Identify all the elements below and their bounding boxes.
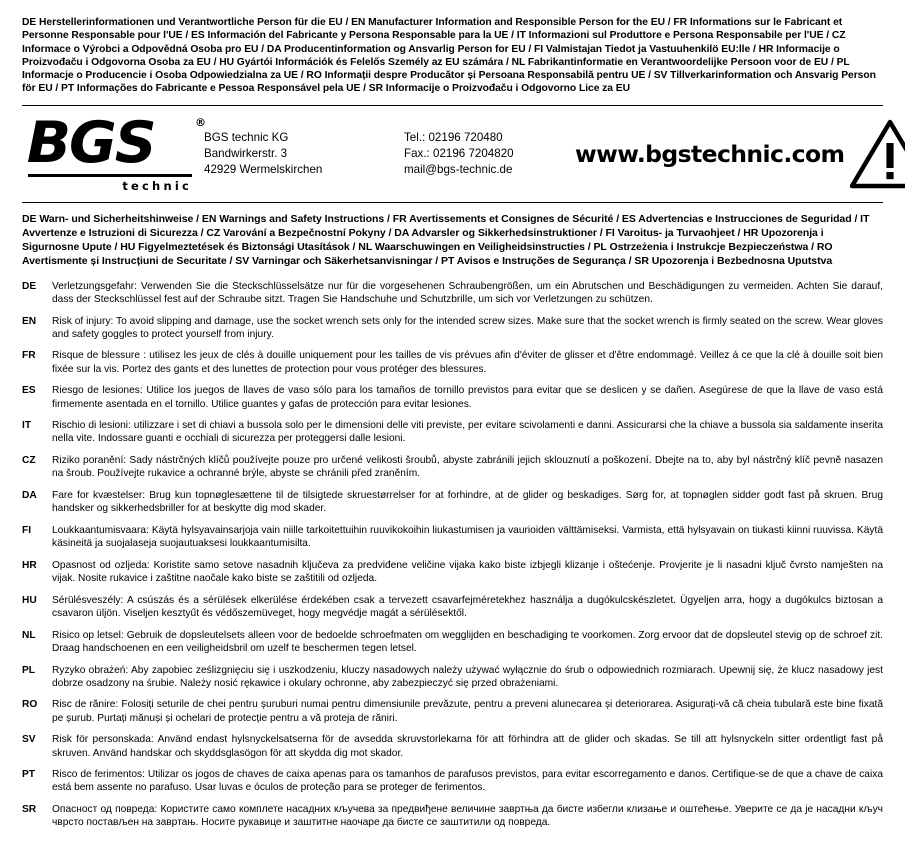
table-row	[22, 629, 883, 664]
lang-code: HU	[22, 594, 37, 606]
table-row	[22, 733, 883, 768]
company-fax: Fax.: 02196 7204820	[404, 146, 514, 160]
lang-text: Risque de blessure : utilisez les jeux de clés à douille uniquement pour les tailles de vis prévues afin d'éviter de glisser et d'être endommagé. Veillez á ce que la clé à douille soit bien fixée sur la vis. Portez des gants et des lunettes de protection pour vous protéger des blessures.	[52, 350, 883, 375]
table-row	[22, 280, 883, 315]
lang-code: CZ	[22, 455, 36, 467]
table-row	[22, 349, 883, 384]
lang-text: Riziko poranění: Sady nástrčných klíčů používejte pouze pro určené velikosti šroubů, abyste zabránili jejich sklouznutí a poškození. Dbejte na to, aby byl nástrčný klíč pevně nasazen na šroub. Používejte rukavice a ochranné brýle, abyste se chránili před zraněním.	[52, 455, 883, 480]
company-phone: Tel.: 02196 720480	[404, 130, 503, 144]
company-header-band	[22, 106, 883, 202]
table-row	[22, 524, 883, 559]
company-street: Bandwirkerstr. 3	[204, 146, 288, 160]
lang-code: HR	[22, 559, 37, 571]
lang-code: FI	[22, 524, 32, 536]
safety-instructions-table	[22, 280, 883, 839]
registered-mark-icon: ®	[195, 115, 206, 129]
lang-text: Опасност од повреда: Користите само комплете насадних кључева за предвиђене величине завртња да бисте избегли клизање и оштећење. Уверите се да је насадни кључ чврсто постављен на завртањ. Носите рукавице и заштитне наочаре да бисте се заштитили од повреда.	[52, 804, 883, 829]
logo-brand-text: BGS	[26, 109, 155, 176]
company-website: www.bgstechnic.com	[575, 139, 845, 168]
company-email: mail@bgs-technic.de	[404, 162, 513, 176]
lang-code: SV	[22, 734, 36, 746]
lang-text: Risco de ferimentos: Utilizar os jogos de chaves de caixa apenas para os tamanhos de parafusos previstos, para evitar escorregamento e danos. Certifique-se de que a chave de caixa está bem assente no parafuso. Usar luvas e óculos de proteção para se proteger de ferimentos.	[52, 769, 883, 794]
lang-code: ES	[22, 385, 36, 397]
lang-code: RO	[22, 699, 38, 711]
lang-text: Loukkaantumisvaara: Käytä hylsyavainsarjoja vain niille tarkoitettuihin ruuvikokoihin liukastumisen ja vaurioiden välttämiseksi. Varmista, että hylsyavain on tiukasti kiinni ruuvissa. Käytä käsineitä ja suojalaseja suojautuaksesi loukkaantumisilta.	[52, 524, 883, 550]
lang-code: EN	[22, 315, 37, 327]
lang-code: PL	[22, 664, 36, 676]
table-row	[22, 489, 883, 524]
warnings-heading: DE Warn- und Sicherheitshinweise / EN Warnings and Safety Instructions / FR Avertissements et Consignes de Sécurité / ES Advertencias e Instrucciones de Seguridad / IT Avvertenze e Istruzioni di Sicurezza / CZ Varování a Bezpečnostní Pokyny / DA Advarsler og Sikkerhedsinstruktioner / FI Varoitus- ja Turvaohjeet / HR Upozorenja i Sigurnosne Upute / HU Figyelmeztetések és Biztonsági Utasítások / NL Waarschuwingen en Veiligheidsinstructies / PL Ostrzeżenia i Instrukcje Bezpieczeństwa / RO Avertismente și Instrucțiuni de Securitate / SV Varningar och Säkerhetsanvisningar / PT Avisos e Instruções de Segurança / SR Upozorenja i Bezbednosna Uputstva	[22, 212, 870, 268]
table-row	[22, 419, 883, 454]
company-contact	[404, 130, 569, 178]
table-row	[22, 384, 883, 419]
company-name: BGS technic KG	[204, 130, 289, 144]
warning-triangle-icon	[844, 119, 905, 189]
lang-code: FR	[22, 350, 36, 362]
lang-text: Sérülésveszély: A csúszás és a sérülések elkerülése érdekében csak a tervezett csavarfejméretekhez használja a dugókulcskészletet. Ügyeljen arra, hogy a dugókulcs biztosan a csavaron üljön. Viseljen kesztyűt és védőszemüveget, hogy megvédje magát a sérülésektől.	[52, 594, 883, 619]
lang-text: Fare for kvæstelser: Brug kun topnøglesættene til de tilsigtede skruestørrelser for at forhindre, at de glider og beskadiges. Sørg for, at topnøglen sidder godt fast på skruen. Brug handsker og sikkerhedsbriller for at beskytte dig mod skader.	[52, 490, 883, 515]
logo-wordmark	[26, 109, 206, 176]
table-row	[22, 803, 883, 838]
company-address	[204, 130, 404, 178]
lang-code: DA	[22, 490, 37, 502]
table-row	[22, 768, 883, 803]
lang-text: Risk för personskada: Använd endast hylsnyckelsatserna för de avsedda skruvstorlekarna för att förhindra att de glider och skadas. Se till att hylsnyckeln sitter ordentligt fast på skruven. Använd handskar och skyddsglasögon för att skydda dig mot skador.	[52, 734, 883, 759]
lang-text: Ryzyko obrażeń: Aby zapobiec ześlizgnięciu się i uszkodzeniu, kluczy nasadowych należy używać wyłącznie do śrub o odpowiednich rozmiarach. Upewnij się, że klucz nasadowy jest dobrze osadzony na śrubie. Należy nosić rękawice i okulary ochronne, aby zabezpieczyć się przed obrażeniami.	[52, 664, 883, 689]
lang-code: SR	[22, 804, 37, 816]
lang-code: DE	[22, 280, 37, 292]
lang-text: Riesgo de lesiones: Utilice los juegos de llaves de vaso sólo para los tamaños de tornillo previstos para evitar que se deslicen y se dañen. Asegúrese de que la llave de vaso está firmemente asentada en el tornillo. Utilice guantes y gafas de protección para evitar lesiones.	[52, 385, 883, 410]
lang-code: NL	[22, 629, 36, 641]
lang-text: Rischio di lesioni: utilizzare i set di chiavi a bussola solo per le dimensioni delle viti previste, per evitare scivolamenti e danni. Assicurarsi che la chiave a bussola sia saldamente inserita nella vite. Indossare guanti e occhiali di sicurezza per proteggersi dalle lesioni.	[52, 420, 883, 445]
manufacturer-info-heading: DE Herstellerinformationen und Verantwortliche Person für die EU / EN Manufacturer Information and Responsible Person for the EU / FR Informations sur le Fabricant et Personne Responsable pour l'UE / ES Información del Fabricante y Persona Responsable para la UE / IT Informazioni sul Produttore e Persona Responsabile per l'UE / CZ Informace o Výrobci a Odpovědná Osoba pro EU / DA Producentinformation og Ansvarlig Person for EU / FI Valmistajan Tiedot ja Vastuuhenkilö EU:lle / HR Informacije o Proizvođaču i Odgovorna Osoba za EU / HU Gyártói Információk és Felelős Személy az EU számára / NL Fabrikantinformatie en Verantwoordelijke Persoon voor de EU / PL Informacje o Producencie i Osoba Odpowiedzialna za UE / RO Informații despre Producător și Persoana Responsabilă pentru UE / SV Tillverkarinformation och Ansvarig Person för EU / PT Informações do Fabricante e Pessoa Responsável pela UE / SR Informacije o Proizvođaču i Odgovorno Lice za EU	[22, 17, 876, 95]
divider-bottom	[22, 202, 883, 203]
bgs-logo	[22, 109, 206, 193]
lang-text: Risk of injury: To avoid slipping and damage, use the socket wrench sets only for the intended screw sizes. Make sure that the socket wrench is firmly seated on the screw. Wear gloves and safety goggles to protect yourself from injury.	[52, 315, 883, 340]
table-row	[22, 594, 883, 629]
lang-text: Risc de rănire: Folosiți seturile de chei pentru șuruburi numai pentru dimensiunile prevăzute, pentru a preveni alunecarea și deteriorarea. Asigurați-vă că cheia tubulară este bine fixată pe șurub. Purtați mănuși și ochelari de protecție pentru a vă proteja de răniri.	[52, 699, 883, 724]
company-city: 42929 Wermelskirchen	[204, 162, 323, 176]
lang-code: PT	[22, 769, 36, 781]
lang-text: Verletzungsgefahr: Verwenden Sie die Steckschlüsselsätze nur für die vorgesehenen Schraubengrößen, um ein Abrutschen und Beschädigungen zu vermeiden. Achten Sie darauf, dass der Steckschlüssel fest auf der Schraube sitzt. Tragen Sie Handschuhe und Schutzbrille, um sich vor Verletzungen zu schützen.	[52, 280, 883, 305]
table-row	[22, 454, 883, 489]
lang-text: Opasnost od ozljeda: Koristite samo setove nasadnih ključeva za predviđene veličine vijaka kako biste izbjegli klizanje i oštećenje. Provjerite je li nasadni ključ čvrsto namješten na vijak. Nosite rukavice i zaštitne naočale kako biste se zaštitili od ozljeda.	[52, 559, 883, 585]
logo-tagline: technic	[122, 178, 192, 193]
table-row	[22, 664, 883, 699]
table-row	[22, 698, 883, 733]
lang-text: Risico op letsel: Gebruik de dopsleutelsets alleen voor de bedoelde schroefmaten om wegglijden en beschadiging te voorkomen. Zorg ervoor dat de dopsleutel stevig op de schroef zit. Draag handschoenen en een veiligheidsbril om uzelf te beschermen tegen letsel.	[52, 629, 883, 654]
table-row	[22, 315, 883, 350]
table-row	[22, 559, 883, 594]
lang-code: IT	[22, 420, 32, 432]
